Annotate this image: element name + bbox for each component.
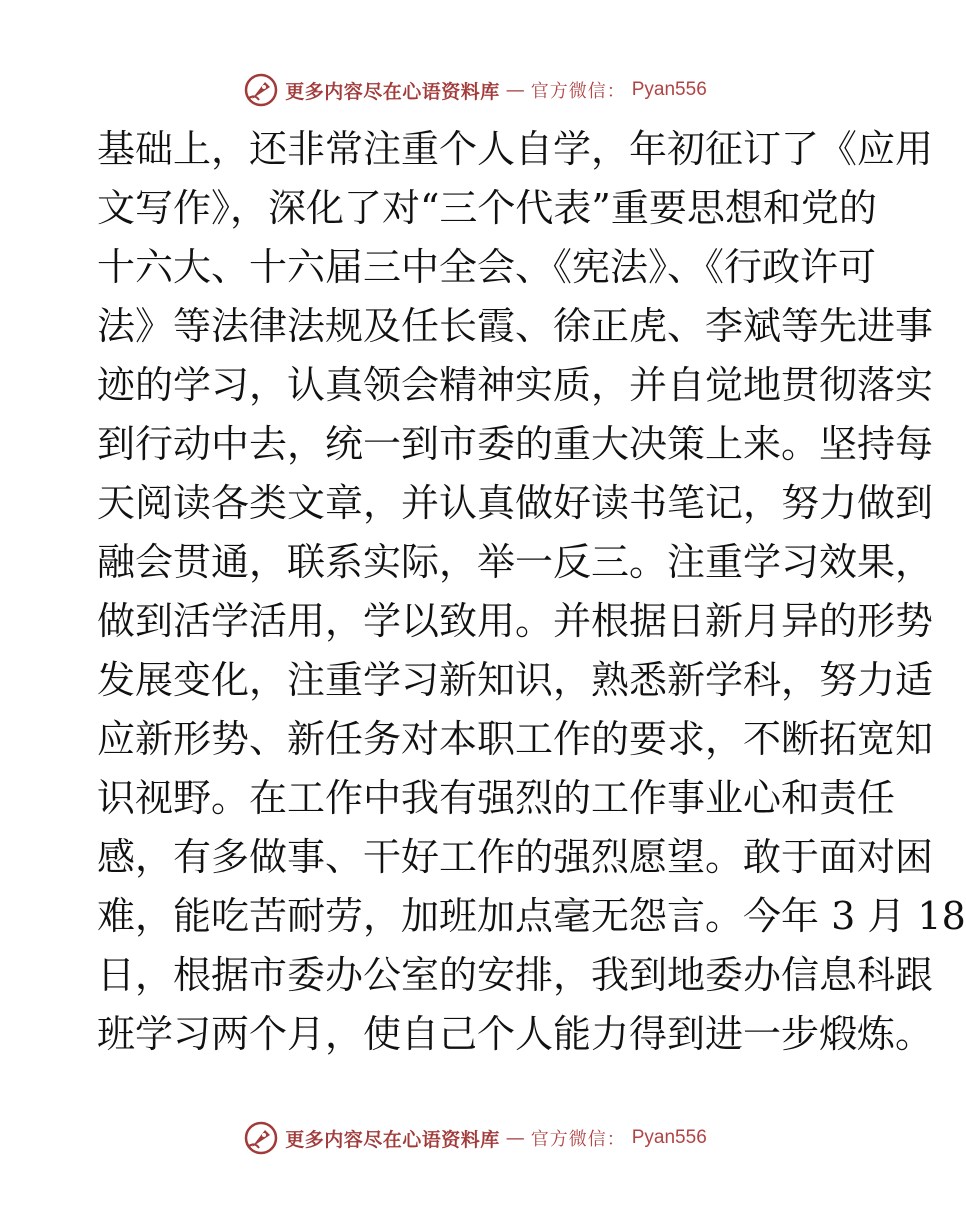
banner-wechat-account: Pyan556 bbox=[631, 1127, 707, 1148]
banner-wechat-label: 官方微信： bbox=[530, 81, 626, 102]
body-line: 应新形势、新任务对本职工作的要求，不断拓宽知 bbox=[97, 717, 934, 761]
body-line: 法》等法律法规及任长霞、徐正虎、李斌等先进事 bbox=[97, 304, 934, 348]
body-line: 难，能吃苦耐劳，加班加点毫无怨言。今年 3 月 18 bbox=[97, 894, 966, 938]
body-line: 到行动中去，统一到市委的重大决策上来。坚持每 bbox=[97, 422, 934, 466]
document-body bbox=[97, 120, 966, 1064]
body-line: 感，有多做事、干好工作的强烈愿望。敢于面对困 bbox=[97, 835, 934, 879]
pen-nib-logo-icon bbox=[243, 1120, 279, 1156]
body-line: 发展变化，注重学习新知识，熟悉新学科，努力适 bbox=[97, 658, 934, 702]
body-line: 文写作》，深化了对“三个代表”重要思想和党的 bbox=[97, 186, 877, 230]
body-line: 日，根据市委办公室的安排，我到地委办信息科跟 bbox=[97, 953, 934, 997]
body-line: 识视野。在工作中我有强烈的工作事业心和责任 bbox=[97, 776, 896, 820]
body-line: 做到活学活用，学以致用。并根据日新月异的形势 bbox=[97, 599, 934, 643]
banner-wechat-label: 官方微信： bbox=[530, 1129, 626, 1150]
body-line: 融会贯通，联系实际，举一反三。注重学习效果， bbox=[97, 540, 934, 584]
banner-site-name: 更多内容尽在心语资料库 bbox=[285, 80, 500, 103]
banner-separator: — bbox=[505, 79, 525, 101]
body-line: 班学习两个月，使自己个人能力得到进一步煅炼。 bbox=[97, 1012, 934, 1056]
body-line: 基础上，还非常注重个人自学，年初征订了《应用 bbox=[97, 127, 934, 171]
body-line: 迹的学习，认真领会精神实质，并自觉地贯彻落实 bbox=[97, 363, 934, 407]
banner-separator: — bbox=[505, 1127, 525, 1149]
pen-nib-logo-icon bbox=[243, 72, 279, 108]
body-line: 十六大、十六届三中全会、《宪法》、《行政许可 bbox=[97, 245, 877, 289]
body-line: 天阅读各类文章，并认真做好读书笔记，努力做到 bbox=[97, 481, 934, 525]
footer-banner bbox=[0, 1118, 950, 1158]
banner-wechat-account: Pyan556 bbox=[631, 79, 707, 100]
banner-site-name: 更多内容尽在心语资料库 bbox=[285, 1128, 500, 1151]
header-banner bbox=[0, 70, 950, 110]
